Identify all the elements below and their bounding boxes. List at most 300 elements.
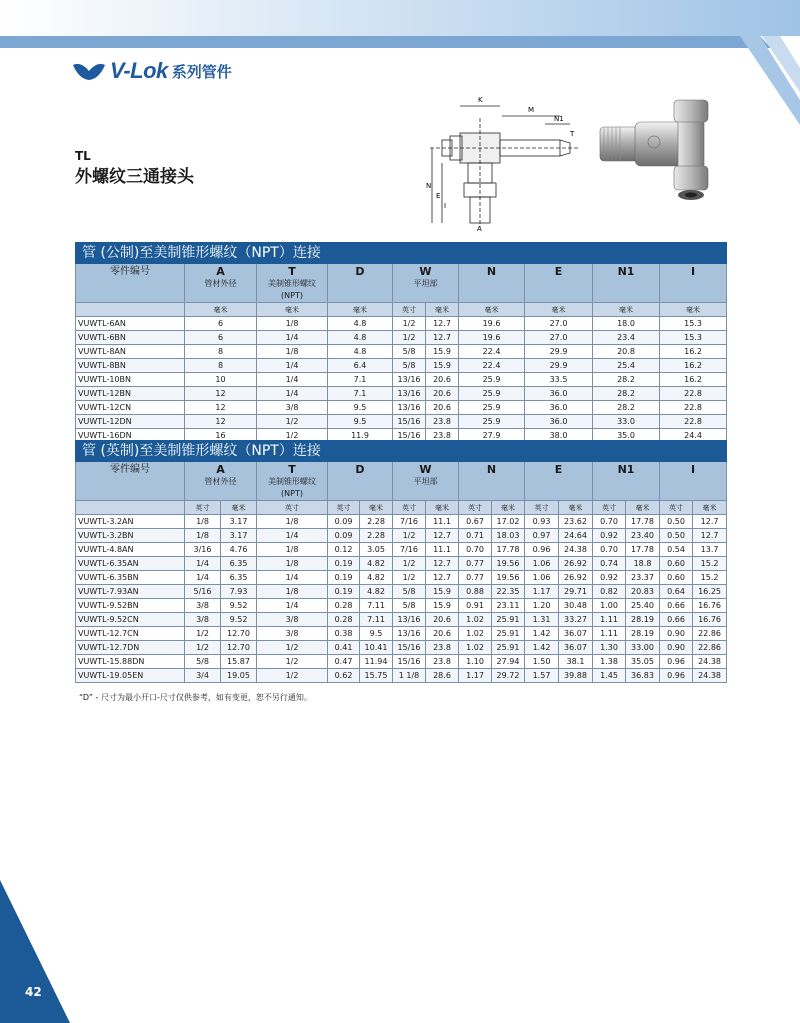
value-cell: 0.77 xyxy=(459,571,492,585)
value-cell: 0.62 xyxy=(328,669,360,683)
value-cell: 26.92 xyxy=(559,557,593,571)
value-cell: 9.5 xyxy=(360,627,393,641)
value-cell: 12.7 xyxy=(426,529,459,543)
metric-spec-table xyxy=(75,242,727,443)
value-cell: 0.77 xyxy=(459,557,492,571)
value-cell: 0.60 xyxy=(660,571,693,585)
page-corner-decoration xyxy=(0,880,70,1023)
value-cell: 25.40 xyxy=(626,599,660,613)
value-cell: 7/16 xyxy=(393,543,426,557)
value-cell: 0.96 xyxy=(660,655,693,669)
value-cell: 1/2 xyxy=(393,571,426,585)
part-number-cell: VUWTL-9.52BN xyxy=(76,599,185,613)
dim-a-label: A xyxy=(477,225,482,233)
value-cell: 1.31 xyxy=(525,613,559,627)
table-row xyxy=(76,655,727,669)
table-row xyxy=(76,317,727,331)
value-cell: 27.94 xyxy=(492,655,525,669)
value-cell: 4.82 xyxy=(360,571,393,585)
value-cell: 1/4 xyxy=(257,571,328,585)
value-cell: 22.8 xyxy=(660,401,727,415)
value-cell: 12.7 xyxy=(426,557,459,571)
table-row xyxy=(76,669,727,683)
value-cell: 0.88 xyxy=(459,585,492,599)
value-cell: 1.42 xyxy=(525,641,559,655)
value-cell: 0.66 xyxy=(660,613,693,627)
value-cell: 23.40 xyxy=(626,529,660,543)
value-cell: 0.74 xyxy=(593,557,626,571)
value-cell: 22.86 xyxy=(693,641,727,655)
value-cell: 25.4 xyxy=(593,359,660,373)
col-i-header: I xyxy=(660,264,727,303)
value-cell: 27.9 xyxy=(459,429,525,443)
value-cell: 0.19 xyxy=(328,571,360,585)
value-cell: 1/2 xyxy=(257,429,328,443)
value-cell: 15.9 xyxy=(426,585,459,599)
part-number-cell: VUWTL-8AN xyxy=(76,345,185,359)
col-n-header: N xyxy=(459,264,525,303)
value-cell: 29.71 xyxy=(559,585,593,599)
value-cell: 19.05 xyxy=(221,669,257,683)
value-cell: 1.30 xyxy=(593,641,626,655)
value-cell: 23.62 xyxy=(559,515,593,529)
value-cell: 17.78 xyxy=(492,543,525,557)
value-cell: 15.3 xyxy=(660,331,727,345)
table-row xyxy=(76,571,727,585)
value-cell: 13.7 xyxy=(693,543,727,557)
value-cell: 0.93 xyxy=(525,515,559,529)
part-number-cell: VUWTL-4.8AN xyxy=(76,543,185,557)
value-cell: 2.28 xyxy=(360,515,393,529)
value-cell: 4.82 xyxy=(360,557,393,571)
table-row xyxy=(76,331,727,345)
col-n-header: N xyxy=(459,462,525,501)
value-cell: 15.75 xyxy=(360,669,393,683)
value-cell: 33.5 xyxy=(525,373,593,387)
unit-row: 英寸 毫米 英寸 英寸 毫米 英寸 毫米 英寸 毫米 英寸 毫米 英寸 毫米 英寸 毫米 xyxy=(76,501,727,515)
value-cell: 0.12 xyxy=(328,543,360,557)
value-cell: 1.10 xyxy=(459,655,492,669)
value-cell: 0.41 xyxy=(328,641,360,655)
table-row xyxy=(76,529,727,543)
value-cell: 28.2 xyxy=(593,373,660,387)
value-cell: 7.1 xyxy=(328,373,393,387)
value-cell: 0.54 xyxy=(660,543,693,557)
value-cell: 12.7 xyxy=(426,317,459,331)
value-cell: 15.87 xyxy=(221,655,257,669)
brand-logo xyxy=(72,58,232,84)
value-cell: 3.05 xyxy=(360,543,393,557)
value-cell: 10.41 xyxy=(360,641,393,655)
value-cell: 1/8 xyxy=(257,515,328,529)
value-cell: 1/2 xyxy=(393,529,426,543)
value-cell: 36.0 xyxy=(525,401,593,415)
value-cell: 20.6 xyxy=(426,401,459,415)
value-cell: 0.50 xyxy=(660,515,693,529)
value-cell: 36.0 xyxy=(525,415,593,429)
value-cell: 12 xyxy=(185,401,257,415)
value-cell: 11.1 xyxy=(426,515,459,529)
value-cell: 25.9 xyxy=(459,401,525,415)
value-cell: 12.70 xyxy=(221,627,257,641)
value-cell: 29.9 xyxy=(525,345,593,359)
value-cell: 13/16 xyxy=(393,401,426,415)
value-cell: 1/2 xyxy=(257,641,328,655)
value-cell: 16.25 xyxy=(693,585,727,599)
value-cell: 15/16 xyxy=(393,641,426,655)
value-cell: 12 xyxy=(185,387,257,401)
value-cell: 1/2 xyxy=(393,557,426,571)
unit-row: 毫米 毫米 毫米 英寸 毫米 毫米 毫米 毫米 毫米 xyxy=(76,303,727,317)
inch-spec-table xyxy=(75,440,727,683)
col-w-header: W 平坦部 xyxy=(393,264,459,303)
value-cell: 28.2 xyxy=(593,401,660,415)
part-number-cell: VUWTL-6BN xyxy=(76,331,185,345)
col-a-header: A 管材外径 xyxy=(185,264,257,303)
value-cell: 3/8 xyxy=(257,613,328,627)
col-i-header: I xyxy=(660,462,727,501)
value-cell: 12 xyxy=(185,415,257,429)
value-cell: 22.4 xyxy=(459,345,525,359)
value-cell: 1/2 xyxy=(393,331,426,345)
value-cell: 0.09 xyxy=(328,515,360,529)
value-cell: 3/16 xyxy=(185,543,221,557)
part-number-cell: VUWTL-15.88DN xyxy=(76,655,185,669)
part-number-cell: VUWTL-6AN xyxy=(76,317,185,331)
value-cell: 0.70 xyxy=(593,515,626,529)
value-cell: 1/8 xyxy=(185,529,221,543)
brand-tagline: 系列管件 xyxy=(171,62,232,81)
table-row xyxy=(76,415,727,429)
value-cell: 0.90 xyxy=(660,641,693,655)
value-cell: 2.28 xyxy=(360,529,393,543)
page-number: 42 xyxy=(25,985,42,999)
value-cell: 15.9 xyxy=(426,599,459,613)
value-cell: 0.28 xyxy=(328,599,360,613)
value-cell: 3/8 xyxy=(257,627,328,641)
value-cell: 9.52 xyxy=(221,599,257,613)
table-row xyxy=(76,641,727,655)
value-cell: 1/2 xyxy=(257,669,328,683)
value-cell: 0.90 xyxy=(660,627,693,641)
value-cell: 1.38 xyxy=(593,655,626,669)
value-cell: 24.38 xyxy=(559,543,593,557)
value-cell: 36.83 xyxy=(626,669,660,683)
col-n1-header: N1 xyxy=(593,264,660,303)
value-cell: 12.70 xyxy=(221,641,257,655)
value-cell: 18.0 xyxy=(593,317,660,331)
value-cell: 1/2 xyxy=(393,317,426,331)
value-cell: 25.91 xyxy=(492,627,525,641)
col-t-header: T 美制锥形螺纹 (NPT) xyxy=(257,264,328,303)
value-cell: 23.11 xyxy=(492,599,525,613)
value-cell: 24.38 xyxy=(693,655,727,669)
value-cell: 1/4 xyxy=(257,359,328,373)
value-cell: 4.8 xyxy=(328,345,393,359)
value-cell: 12.7 xyxy=(426,571,459,585)
col-d-header: D xyxy=(328,462,393,501)
value-cell: 27.0 xyxy=(525,317,593,331)
value-cell: 11.94 xyxy=(360,655,393,669)
value-cell: 23.8 xyxy=(426,415,459,429)
value-cell: 20.83 xyxy=(626,585,660,599)
part-number-cell: VUWTL-19.05EN xyxy=(76,669,185,683)
value-cell: 1/4 xyxy=(257,373,328,387)
value-cell: 3/8 xyxy=(257,401,328,415)
part-number-cell: VUWTL-12CN xyxy=(76,401,185,415)
value-cell: 1/2 xyxy=(185,627,221,641)
part-number-cell: VUWTL-3.2BN xyxy=(76,529,185,543)
value-cell: 20.6 xyxy=(426,627,459,641)
value-cell: 36.07 xyxy=(559,641,593,655)
value-cell: 1/2 xyxy=(185,641,221,655)
value-cell: 5/16 xyxy=(185,585,221,599)
value-cell: 22.86 xyxy=(693,627,727,641)
value-cell: 19.6 xyxy=(459,317,525,331)
value-cell: 3/8 xyxy=(185,613,221,627)
value-cell: 13/16 xyxy=(393,387,426,401)
value-cell: 10 xyxy=(185,373,257,387)
value-cell: 20.6 xyxy=(426,373,459,387)
value-cell: 1.42 xyxy=(525,627,559,641)
col-d-header: D xyxy=(328,264,393,303)
value-cell: 15.3 xyxy=(660,317,727,331)
value-cell: 28.6 xyxy=(426,669,459,683)
value-cell: 16.2 xyxy=(660,345,727,359)
value-cell: 1/2 xyxy=(257,655,328,669)
value-cell: 0.19 xyxy=(328,557,360,571)
value-cell: 5/8 xyxy=(393,345,426,359)
col-t-header: T 美制锥形螺纹 (NPT) xyxy=(257,462,328,501)
value-cell: 8 xyxy=(185,345,257,359)
value-cell: 7/16 xyxy=(393,515,426,529)
value-cell: 6.4 xyxy=(328,359,393,373)
value-cell: 17.78 xyxy=(626,515,660,529)
value-cell: 12.7 xyxy=(693,515,727,529)
value-cell: 1.45 xyxy=(593,669,626,683)
value-cell: 1.50 xyxy=(525,655,559,669)
value-cell: 1/8 xyxy=(257,345,328,359)
value-cell: 0.67 xyxy=(459,515,492,529)
part-number-cell: VUWTL-3.2AN xyxy=(76,515,185,529)
value-cell: 0.19 xyxy=(328,585,360,599)
value-cell: 0.50 xyxy=(660,529,693,543)
table-row xyxy=(76,543,727,557)
value-cell: 1.02 xyxy=(459,641,492,655)
value-cell: 1.20 xyxy=(525,599,559,613)
value-cell: 3.17 xyxy=(221,529,257,543)
part-number-cell: VUWTL-7.93AN xyxy=(76,585,185,599)
value-cell: 15/16 xyxy=(393,655,426,669)
dim-t-label: T xyxy=(570,130,575,138)
value-cell: 0.71 xyxy=(459,529,492,543)
value-cell: 0.60 xyxy=(660,557,693,571)
dim-m-label: M xyxy=(528,106,535,114)
value-cell: 25.9 xyxy=(459,415,525,429)
value-cell: 1/4 xyxy=(257,387,328,401)
value-cell: 33.00 xyxy=(626,641,660,655)
value-cell: 33.27 xyxy=(559,613,593,627)
part-number-cell: VUWTL-6.35BN xyxy=(76,571,185,585)
value-cell: 17.78 xyxy=(626,543,660,557)
value-cell: 12.7 xyxy=(426,331,459,345)
dim-k-label: K xyxy=(478,96,483,104)
metric-table-body xyxy=(76,317,727,443)
value-cell: 12.7 xyxy=(693,529,727,543)
value-cell: 1/8 xyxy=(257,543,328,557)
value-cell: 25.9 xyxy=(459,373,525,387)
value-cell: 15.2 xyxy=(693,557,727,571)
value-cell: 1.02 xyxy=(459,627,492,641)
value-cell: 30.48 xyxy=(559,599,593,613)
part-number-cell: VUWTL-12.7DN xyxy=(76,641,185,655)
table-row xyxy=(76,387,727,401)
value-cell: 0.82 xyxy=(593,585,626,599)
product-title: 外螺纹三通接头 xyxy=(75,167,194,187)
value-cell: 24.38 xyxy=(693,669,727,683)
brand-name: V-Lok xyxy=(110,58,168,83)
part-number-cell: VUWTL-10BN xyxy=(76,373,185,387)
inch-table-body xyxy=(76,515,727,683)
value-cell: 1.17 xyxy=(459,669,492,683)
value-cell: 0.64 xyxy=(660,585,693,599)
product-photo xyxy=(590,92,730,202)
value-cell: 4.8 xyxy=(328,317,393,331)
col-e-header: E xyxy=(525,264,593,303)
value-cell: 1/8 xyxy=(257,585,328,599)
value-cell: 17.02 xyxy=(492,515,525,529)
value-cell: 11.9 xyxy=(328,429,393,443)
col-w-header: W 平坦部 xyxy=(393,462,459,501)
value-cell: 25.9 xyxy=(459,387,525,401)
value-cell: 25.91 xyxy=(492,641,525,655)
value-cell: 13/16 xyxy=(393,613,426,627)
table-row xyxy=(76,557,727,571)
part-number-cell: VUWTL-16DN xyxy=(76,429,185,443)
value-cell: 16.76 xyxy=(693,613,727,627)
table-row xyxy=(76,599,727,613)
value-cell: 29.9 xyxy=(525,359,593,373)
table-row xyxy=(76,345,727,359)
table-row xyxy=(76,401,727,415)
value-cell: 13/16 xyxy=(393,627,426,641)
value-cell: 36.07 xyxy=(559,627,593,641)
value-cell: 38.0 xyxy=(525,429,593,443)
value-cell: 11.1 xyxy=(426,543,459,557)
value-cell: 35.05 xyxy=(626,655,660,669)
part-number-header: 零件编号 xyxy=(76,462,185,501)
part-number-cell: VUWTL-6.35AN xyxy=(76,557,185,571)
value-cell: 39.88 xyxy=(559,669,593,683)
value-cell: 1/4 xyxy=(257,331,328,345)
value-cell: 0.09 xyxy=(328,529,360,543)
value-cell: 33.0 xyxy=(593,415,660,429)
value-cell: 16.76 xyxy=(693,599,727,613)
table-row xyxy=(76,613,727,627)
dim-i-label: I xyxy=(444,202,447,210)
value-cell: 1/4 xyxy=(185,557,221,571)
value-cell: 1/4 xyxy=(257,599,328,613)
value-cell: 9.5 xyxy=(328,401,393,415)
value-cell: 0.38 xyxy=(328,627,360,641)
value-cell: 20.6 xyxy=(426,613,459,627)
value-cell: 23.8 xyxy=(426,655,459,669)
value-cell: 36.0 xyxy=(525,387,593,401)
value-cell: 1/8 xyxy=(185,515,221,529)
value-cell: 1.00 xyxy=(593,599,626,613)
value-cell: 5/8 xyxy=(185,655,221,669)
value-cell: 1.06 xyxy=(525,571,559,585)
dim-e-label: E xyxy=(436,192,441,200)
value-cell: 4.82 xyxy=(360,585,393,599)
value-cell: 18.8 xyxy=(626,557,660,571)
value-cell: 7.11 xyxy=(360,613,393,627)
value-cell: 29.72 xyxy=(492,669,525,683)
value-cell: 22.4 xyxy=(459,359,525,373)
value-cell: 0.96 xyxy=(525,543,559,557)
value-cell: 5/8 xyxy=(393,599,426,613)
value-cell: 0.91 xyxy=(459,599,492,613)
col-e-header: E xyxy=(525,462,593,501)
right-corner-stripes xyxy=(740,30,800,130)
value-cell: 1/4 xyxy=(257,529,328,543)
value-cell: 38.1 xyxy=(559,655,593,669)
table-row xyxy=(76,359,727,373)
value-cell: 3/8 xyxy=(185,599,221,613)
value-cell: 23.8 xyxy=(426,429,459,443)
value-cell: 1.17 xyxy=(525,585,559,599)
value-cell: 0.92 xyxy=(593,571,626,585)
value-cell: 15.9 xyxy=(426,359,459,373)
value-cell: 0.28 xyxy=(328,613,360,627)
part-number-cell: VUWTL-12DN xyxy=(76,415,185,429)
value-cell: 6 xyxy=(185,331,257,345)
value-cell: 1/8 xyxy=(257,317,328,331)
value-cell: 19.56 xyxy=(492,571,525,585)
value-cell: 22.8 xyxy=(660,415,727,429)
value-cell: 20.8 xyxy=(593,345,660,359)
value-cell: 20.6 xyxy=(426,387,459,401)
value-cell: 4.76 xyxy=(221,543,257,557)
value-cell: 0.70 xyxy=(593,543,626,557)
value-cell: 16 xyxy=(185,429,257,443)
value-cell: 28.19 xyxy=(626,627,660,641)
value-cell: 19.56 xyxy=(492,557,525,571)
value-cell: 1/2 xyxy=(257,415,328,429)
value-cell: 18.03 xyxy=(492,529,525,543)
footnote: “D” - 尺寸为最小开口-尺寸仅供参考，如有变更，恕不另行通知。 xyxy=(79,693,312,702)
value-cell: 0.96 xyxy=(660,669,693,683)
value-cell: 15.9 xyxy=(426,345,459,359)
value-cell: 13/16 xyxy=(393,373,426,387)
value-cell: 9.52 xyxy=(221,613,257,627)
value-cell: 25.91 xyxy=(492,613,525,627)
dim-n1-label: N1 xyxy=(554,115,564,123)
value-cell: 1.11 xyxy=(593,613,626,627)
value-cell: 6.35 xyxy=(221,557,257,571)
value-cell: 1.02 xyxy=(459,613,492,627)
value-cell: 15/16 xyxy=(393,429,426,443)
value-cell: 6 xyxy=(185,317,257,331)
value-cell: 5/8 xyxy=(393,585,426,599)
value-cell: 24.64 xyxy=(559,529,593,543)
value-cell: 15.2 xyxy=(693,571,727,585)
value-cell: 5/8 xyxy=(393,359,426,373)
value-cell: 4.8 xyxy=(328,331,393,345)
value-cell: 1.11 xyxy=(593,627,626,641)
value-cell: 3.17 xyxy=(221,515,257,529)
value-cell: 7.93 xyxy=(221,585,257,599)
